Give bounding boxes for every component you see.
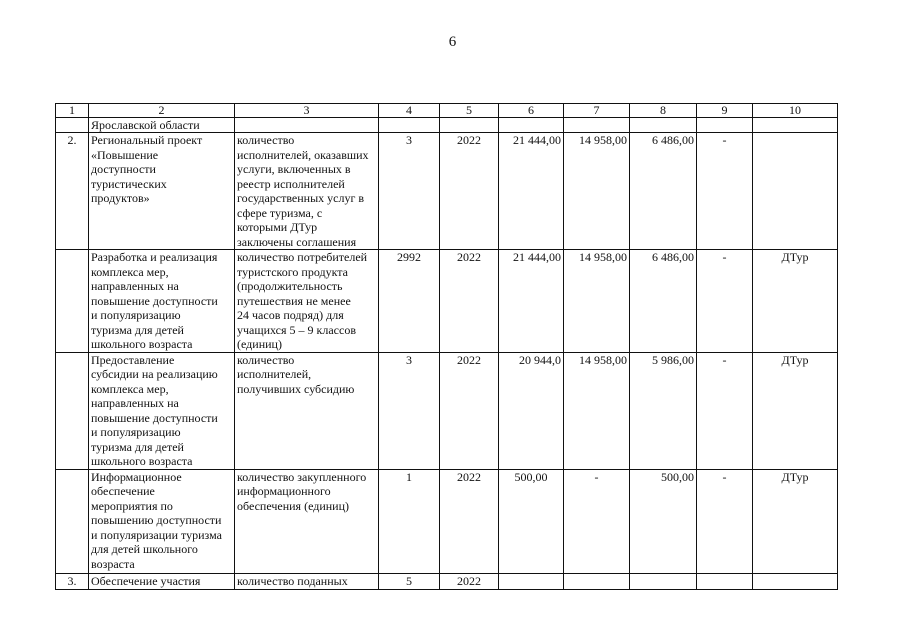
cell-num — [56, 250, 89, 353]
cell-reg: 5 986,00 — [630, 352, 697, 469]
table-row — [56, 469, 838, 573]
cell-reg: 500,00 — [630, 469, 697, 573]
cell-exec: ДТур — [753, 469, 838, 573]
cell-total: 21 444,00 — [499, 133, 564, 250]
cell-exec — [753, 573, 838, 589]
cell-year: 2022 — [440, 250, 499, 353]
cell-num — [56, 118, 89, 133]
table-row — [56, 133, 838, 250]
cell-exec: ДТур — [753, 250, 838, 353]
cell-exec — [753, 133, 838, 250]
column-number: 10 — [753, 104, 838, 118]
cell-year — [440, 118, 499, 133]
column-number: 5 — [440, 104, 499, 118]
cell-indicator: количество закупленного информационного обеспечения (единиц) — [235, 469, 379, 573]
column-number: 8 — [630, 104, 697, 118]
page-number: 6 — [448, 34, 457, 50]
table-row — [56, 352, 838, 469]
cell-indicator: количество исполнителей, оказавших услуги, включенных в реестр исполнителей государственных услуг в сфере туризма, с которыми ДТур заключены соглашения — [235, 133, 379, 250]
column-number: 2 — [89, 104, 235, 118]
cell-other — [697, 118, 753, 133]
cell-reg: 6 486,00 — [630, 133, 697, 250]
cell-num: 3. — [56, 573, 89, 589]
cell-name: Обеспечение участия — [89, 573, 235, 589]
cell-value: 5 — [379, 573, 440, 589]
column-number: 7 — [564, 104, 630, 118]
cell-name: Региональный проект «Повышение доступности туристических продуктов» — [89, 133, 235, 250]
cell-year: 2022 — [440, 352, 499, 469]
cell-value: 2992 — [379, 250, 440, 353]
cell-year: 2022 — [440, 573, 499, 589]
cell-fed: - — [564, 469, 630, 573]
column-number: 6 — [499, 104, 564, 118]
cell-reg — [630, 118, 697, 133]
cell-name: Разработка и реализация комплекса мер, направленных на повышение доступности и популяризацию туризма для детей школьного возраста — [89, 250, 235, 353]
cell-name: Информационное обеспечение мероприятия по повышению доступности и популяризации туризма для детей школьного возраста — [89, 469, 235, 573]
cell-year: 2022 — [440, 133, 499, 250]
column-number-row — [56, 104, 838, 118]
column-number: 1 — [56, 104, 89, 118]
cell-total — [499, 118, 564, 133]
table-row — [56, 573, 838, 589]
column-number: 4 — [379, 104, 440, 118]
cell-name: Предоставление субсидии на реализацию комплекса мер, направленных на повышение доступности и популяризацию туризма для детей школьного возраста — [89, 352, 235, 469]
cell-indicator: количество поданных — [235, 573, 379, 589]
cell-indicator — [235, 118, 379, 133]
continuation-row — [56, 118, 838, 133]
cell-indicator: количество потребителей туристского продукта (продолжительность путешествия не менее 24 часов подряд) для учащихся 5 – 9 классов (единиц) — [235, 250, 379, 353]
cell-reg: 6 486,00 — [630, 250, 697, 353]
cell-exec: ДТур — [753, 352, 838, 469]
cell-other: - — [697, 133, 753, 250]
program-table — [55, 103, 838, 590]
cell-other: - — [697, 469, 753, 573]
cell-other: - — [697, 250, 753, 353]
cell-reg — [630, 573, 697, 589]
cell-fed — [564, 573, 630, 589]
cell-value — [379, 118, 440, 133]
cell-fed — [564, 118, 630, 133]
cell-num — [56, 352, 89, 469]
cell-total — [499, 573, 564, 589]
column-number: 3 — [235, 104, 379, 118]
cell-indicator: количество исполнителей, получивших субсидию — [235, 352, 379, 469]
cell-fed: 14 958,00 — [564, 250, 630, 353]
cell-year: 2022 — [440, 469, 499, 573]
cell-total: 21 444,00 — [499, 250, 564, 353]
cell-exec — [753, 118, 838, 133]
cell-name: Ярославской области — [89, 118, 235, 133]
cell-value: 3 — [379, 352, 440, 469]
cell-value: 1 — [379, 469, 440, 573]
cell-total: 500,00 — [499, 469, 564, 573]
cell-value: 3 — [379, 133, 440, 250]
cell-fed: 14 958,00 — [564, 352, 630, 469]
cell-other: - — [697, 352, 753, 469]
cell-num — [56, 469, 89, 573]
cell-fed: 14 958,00 — [564, 133, 630, 250]
table-row — [56, 250, 838, 353]
cell-num: 2. — [56, 133, 89, 250]
column-number: 9 — [697, 104, 753, 118]
cell-total: 20 944,0 — [499, 352, 564, 469]
cell-other — [697, 573, 753, 589]
